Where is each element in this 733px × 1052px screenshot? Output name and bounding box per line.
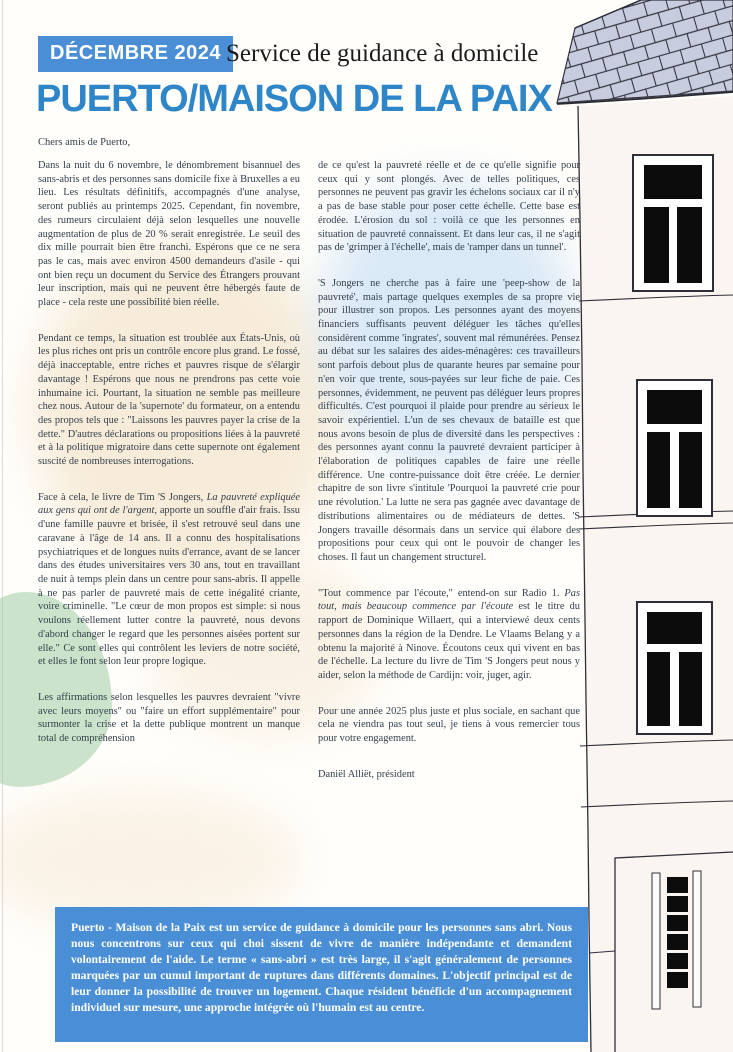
column-right	[318, 159, 580, 803]
column-left	[38, 159, 300, 803]
paragraph: de ce qu'est la pauvreté réelle et de ce qu'elle signifie pour ceux qui y sont plongés. Avec de telles politiques, ces personnes ne peuvent pas gravir les échelons sociaux car il n'y a pas de base stable pour poser cette échelle. Cette base est érodée. L'érosion du sol : voilà ce que les personnes en situation de pauvreté connaissent. Et dans leur cas, il ne s'agit pas de 'grimper à l'échelle', mais de 'ramper dans un tunnel'.	[318, 160, 580, 254]
about-box	[55, 907, 588, 1042]
house-roof	[557, 0, 733, 104]
right-paragraphs	[318, 159, 580, 746]
paragraph: Pendant ce temps, la situation est troublée aux États-Unis, où les plus riches ont pris un contrôle encore plus grand. Le fossé, déjà inacceptable, entre riches et pauvres risque de s'élargir davantage ! Espérons que nous ne prendrons pas cette voie inhumaine ici. Pourtant, la situation ne semble pas meilleure chez nous. Autour de la 'supernote' du formateur, on a entendu des propos tels que : "Laissons les pauvres payer la crise de la dette." D'autres déclarations ou propositions liées à la pauvreté et à la politique migratoire dans cette supernote ont également suscité de nombreuses interrogations.	[38, 332, 300, 468]
paragraph: 'S Jongers ne cherche pas à faire une 'peep-show de la pauvreté', mais partage quelques exemples de sa propre vie pour illustrer son propos. Les personnes ayant des moyens financiers suffisants peuvent déléguer les tâches qu'elles considèrent comme 'ingrates', souvent mal rémunérées. Pensez au débat sur les salaires des aides-ménagères: ces travailleurs sont parfois debout plus de quarante heures par semaine pour n'en voir que trente, sous-payées sur leur fiche de paie. Ces personnes, évidemment, ne peuvent pas déléguer leurs propres difficultés. C'est pourquoi il plaide pour prendre au sérieux le savoir expérientiel. L'un de ses chevaux de bataille est que nous avons besoin de plus de diversité dans les perspectives : des personnes ayant connu la pauvreté devraient participer à l'élaboration de politiques capables de faire une réelle différence. Une contre-puissance doit être créée. Le dernier chapitre de son livre s'intitule 'Pourquoi la pauvreté crie pour une révolution.' La lutte ne sera pas gagnée avec davantage de distributions alimentaires ou de médiateurs de dettes. 'S Jongers travaille désormais dans un service qui élabore des propositions pour ceux qui ont le pouvoir de changer les choses. Il faut un changement structurel.	[318, 277, 580, 563]
about-text: Puerto - Maison de la Paix est un service de guidance à domicile pour les personnes sans abri. Nous nous concentrons sur ceux qui choi sissent de vivre de manière indépendante et demandent volontairement de l'aide. Le terme « sans-abri » est très large, il s'agit généralement de personnes marquées par un cumul important de ruptures dans différents domaines. L'objectif principal est de leur donner la possibilité de trouver un logement. Chaque résident bénéficie d'un accompagnement individuel sur mesure, une approche intégrée où l'humain est au centre.	[71, 921, 572, 1014]
paragraph: Dans la nuit du 6 novembre, le dénombrement bisannuel des sans-abris et des personnes sans domicile fixe à Bruxelles a eu lieu. Les résultats définitifs, accompagnés d'une analyse, seront publiés au printemps 2025. Cependant, fin novembre, des rumeurs circulaient déjà selon lesquelles une nouvelle augmentation de plus de 20 % serait enregistrée. Le seuil des dix mille pourrait bien être franchi. Espérons que ce ne sera pas le cas, mais avec environ 4500 demandeurs d'asile - qui ont bien reçu un document du Service des Étrangers prouvant leur inscription, mais qui ne peuvent être hébergés faute de place - cela reste une possibilité bien réelle.	[38, 160, 300, 309]
house-window	[637, 602, 712, 734]
paragraph: Les affirmations selon lesquelles les pauvres devraient "vivre avec leurs moyens" ou "faire un effort supplémentaire" pour surmonter la crise et la dette publique montrent un manque total de compréhension	[38, 691, 300, 745]
paragraph: Face à cela, le livre de Tim 'S Jongers, La pauvreté expliquée aux gens qui ont de l'argent, apporte un souffle d'air frais. Issu d'une famille pauvre et brisée, il s'est retrouvé seul dans une caravane à l'âge de 14 ans. Il a connu des hospitalisations psychiatriques et de longues nuits d'errance, avant de se lancer dans des études universitaires vers 30 ans, tout en travaillant de nuit à temps plein dans un centre pour sans-abris. Il appelle à ne pas parler de pauvreté mais de cette inégalité criante, voire criminelle. "Le cœur de mon propos est simple: si nous voulons réellement lutter contre la pauvreté, nous devons d'abord changer le regard que les personnes aisées portent sur elle." Ce sont elles qui contrôlent les leviers de notre société, et elles le font selon leur propre logique.	[38, 491, 300, 668]
page-edge-line	[2, 0, 3, 1052]
tagline: Service de guidance à domicile	[226, 40, 539, 67]
signature: Daniël Alliët, président	[318, 768, 415, 780]
paragraph: "Tout commence par l'écoute," entend-on sur Radio 1. Pas tout, mais beaucoup commence par l'écoute est le titre du rapport de Dominique Willaert, qui a interviewé deux cents personnes dans la région de la Dendre. Le Vlaams Belang y a obtenu la majorité à Ninove. Écoutons ceux qui vivent en bas de l'échelle. La lecture du livre de Tim 'S Jongers peut nous y aider, selon la méthode de Cardijn: voir, juger, agir.	[318, 587, 581, 681]
newsletter-title: PUERTO/MAISON DE LA PAIX	[36, 78, 552, 120]
house-window	[637, 380, 712, 516]
issue-date-badge: DÉCEMBRE 2024	[38, 36, 233, 72]
house-window	[633, 155, 713, 291]
paragraph: Pour une année 2025 plus juste et plus sociale, en sachant que cela ne viendra pas tout seul, je tiens à vous remercier tous pour votre engagement.	[318, 705, 580, 745]
letter-body	[38, 159, 580, 803]
salutation: Chers amis de Puerto,	[38, 137, 131, 148]
